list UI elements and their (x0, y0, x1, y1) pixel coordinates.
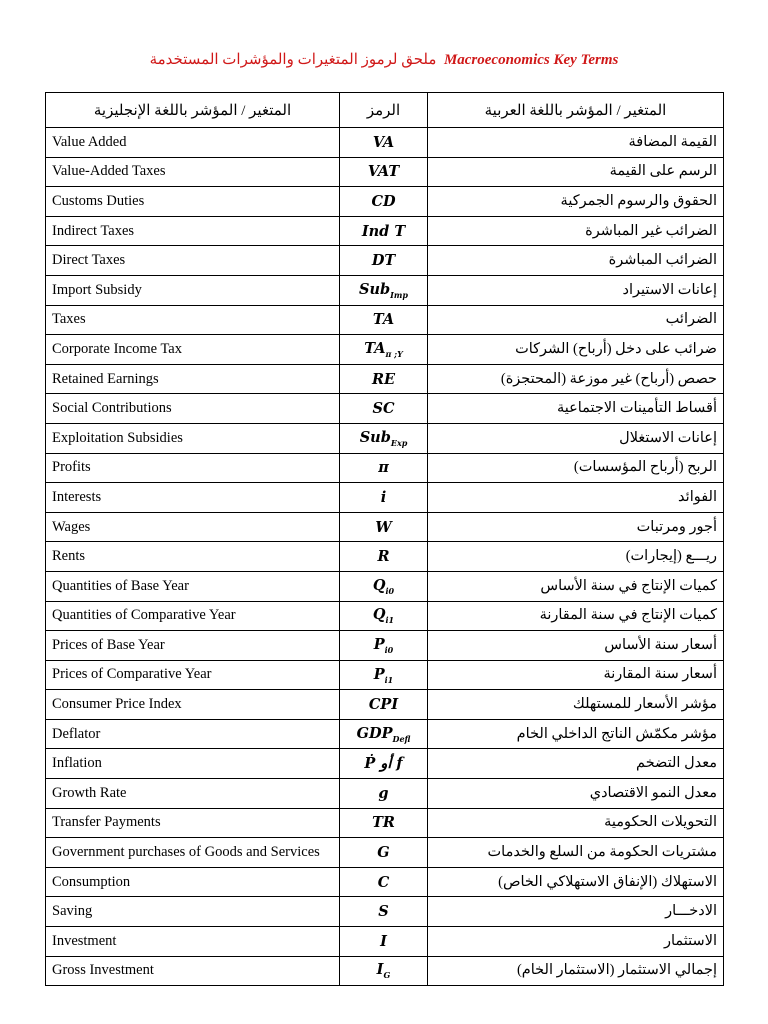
symbol-main: CPI (368, 696, 399, 714)
term-arabic: مشتريات الحكومة من السلع والخدمات (428, 838, 724, 868)
table-row (46, 157, 724, 187)
term-arabic: حصص (أرباح) غير موزعة (المحتجزة) (428, 364, 724, 394)
term-symbol (340, 631, 428, 661)
term-arabic: القيمة المضافة (428, 128, 724, 158)
symbol-main: SC (372, 400, 395, 418)
table-row (46, 897, 724, 927)
term-arabic: الفوائد (428, 483, 724, 513)
term-symbol (340, 867, 428, 897)
symbol-main: Ṗ أو f (364, 755, 403, 773)
symbol-main: Sub (359, 280, 391, 298)
symbol-main: VA (372, 133, 395, 151)
table-row (46, 512, 724, 542)
symbol-main: S (378, 903, 389, 921)
term-english: Interests (46, 483, 340, 513)
term-english: Direct Taxes (46, 246, 340, 276)
symbol-subscript: i1 (384, 674, 394, 685)
symbol-subscript: π ;Y (385, 348, 403, 359)
term-arabic: الربح (أرباح المؤسسات) (428, 453, 724, 483)
term-english: Saving (46, 897, 340, 927)
term-symbol (340, 305, 428, 335)
table-row (46, 305, 724, 335)
table-row (46, 335, 724, 365)
term-english: Inflation (46, 749, 340, 779)
symbol-main: I (376, 961, 384, 979)
term-english: Consumer Price Index (46, 690, 340, 720)
symbol-main: P (373, 665, 385, 683)
term-symbol (340, 927, 428, 957)
table-row (46, 216, 724, 246)
symbol-main: C (377, 873, 390, 891)
symbol-subscript: i1 (385, 615, 395, 626)
term-arabic: الاستثمار (428, 927, 724, 957)
table-row (46, 601, 724, 631)
term-symbol (340, 749, 428, 779)
page-title (0, 50, 768, 69)
term-english: Import Subsidy (46, 275, 340, 305)
symbol-main: RE (371, 370, 396, 388)
term-symbol (340, 364, 428, 394)
term-english: Wages (46, 512, 340, 542)
term-symbol (340, 956, 428, 986)
term-symbol (340, 779, 428, 809)
term-arabic: كميات الإنتاج في سنة المقارنة (428, 601, 724, 631)
symbol-subscript: Exp (390, 437, 408, 448)
term-english: Prices of Comparative Year (46, 660, 340, 690)
term-english: Value Added (46, 128, 340, 158)
symbol-main: R (377, 548, 390, 566)
term-symbol (340, 512, 428, 542)
term-symbol (340, 571, 428, 601)
table-row (46, 808, 724, 838)
term-symbol (340, 660, 428, 690)
term-arabic: الرسم على القيمة (428, 157, 724, 187)
term-english: Value-Added Taxes (46, 157, 340, 187)
term-symbol (340, 542, 428, 572)
term-english: Profits (46, 453, 340, 483)
term-arabic: الاستهلاك (الإنفاق الاستهلاكي الخاص) (428, 867, 724, 897)
table-row (46, 275, 724, 305)
term-arabic: الضرائب غير المباشرة (428, 216, 724, 246)
term-arabic: أقساط التأمينات الاجتماعية (428, 394, 724, 424)
term-symbol (340, 187, 428, 217)
term-arabic: الضرائب المباشرة (428, 246, 724, 276)
term-arabic: الضرائب (428, 305, 724, 335)
term-arabic: إجمالي الاستثمار (الاستثمار الخام) (428, 956, 724, 986)
symbol-main: W (375, 518, 392, 536)
term-arabic: أجور ومرتبات (428, 512, 724, 542)
term-english: Exploitation Subsidies (46, 423, 340, 453)
term-english: Quantities of Comparative Year (46, 601, 340, 631)
table-row (46, 187, 724, 217)
term-english: Quantities of Base Year (46, 571, 340, 601)
term-symbol (340, 335, 428, 365)
symbol-subscript: i0 (385, 585, 395, 596)
term-symbol (340, 275, 428, 305)
symbol-main: Sub (359, 428, 391, 446)
term-english: Deflator (46, 719, 340, 749)
table-row (46, 838, 724, 868)
term-arabic: إعانات الاستيراد (428, 275, 724, 305)
term-symbol (340, 719, 428, 749)
term-arabic: ريـــع (إيجارات) (428, 542, 724, 572)
term-english: Prices of Base Year (46, 631, 340, 661)
term-english: Growth Rate (46, 779, 340, 809)
term-arabic: معدل التضخم (428, 749, 724, 779)
term-arabic: مؤشر الأسعار للمستهلك (428, 690, 724, 720)
term-symbol (340, 394, 428, 424)
term-english: Social Contributions (46, 394, 340, 424)
term-arabic: مؤشر مكمّش الناتج الداخلي الخام (428, 719, 724, 749)
term-arabic: ضرائب على دخل (أرباح) الشركات (428, 335, 724, 365)
table-row (46, 631, 724, 661)
term-english: Investment (46, 927, 340, 957)
symbol-subscript: Defl (392, 733, 411, 744)
term-symbol (340, 690, 428, 720)
symbol-main: P (373, 635, 385, 653)
symbol-main: GDP (356, 724, 393, 742)
symbol-subscript: G (383, 970, 391, 981)
header-english: المتغير / المؤشر باللغة الإنجليزية (46, 93, 340, 128)
symbol-main: VAT (367, 163, 400, 181)
table-row (46, 453, 724, 483)
table-row (46, 394, 724, 424)
table-row (46, 749, 724, 779)
term-arabic: معدل النمو الاقتصادي (428, 779, 724, 809)
table-row (46, 246, 724, 276)
term-symbol (340, 453, 428, 483)
table-row (46, 423, 724, 453)
header-arabic: المتغير / المؤشر باللغة العربية (428, 93, 724, 128)
table-row (46, 867, 724, 897)
title-arabic: ملحق لرموز المتغيرات والمؤشرات المستخدمة (149, 52, 437, 68)
term-symbol (340, 157, 428, 187)
term-arabic: أسعار سنة المقارنة (428, 660, 724, 690)
symbol-main: Q (372, 606, 386, 624)
table-row (46, 483, 724, 513)
symbol-main: TR (372, 814, 395, 832)
table-row (46, 927, 724, 957)
term-symbol (340, 128, 428, 158)
term-english: Transfer Payments (46, 808, 340, 838)
term-english: Retained Earnings (46, 364, 340, 394)
term-english: Taxes (46, 305, 340, 335)
table-row (46, 571, 724, 601)
symbol-main: g (378, 784, 389, 802)
table-row (46, 542, 724, 572)
term-english: Customs Duties (46, 187, 340, 217)
term-symbol (340, 423, 428, 453)
symbol-main: π (378, 459, 389, 477)
term-english: Gross Investment (46, 956, 340, 986)
symbol-main: CD (371, 192, 396, 210)
term-arabic: كميات الإنتاج في سنة الأساس (428, 571, 724, 601)
table-row (46, 779, 724, 809)
symbol-main: TA (364, 340, 386, 357)
term-english: Rents (46, 542, 340, 572)
term-symbol (340, 601, 428, 631)
symbol-main: Ind T (361, 222, 406, 240)
symbol-main: DT (371, 252, 396, 270)
term-symbol (340, 483, 428, 513)
title-english: Macroeconomics Key Terms (443, 52, 619, 68)
table-header-row (46, 93, 724, 128)
term-english: Indirect Taxes (46, 216, 340, 246)
symbol-subscript: i0 (384, 644, 394, 655)
symbol-main: TA (372, 311, 395, 329)
term-symbol (340, 838, 428, 868)
term-arabic: الحقوق والرسوم الجمركية (428, 187, 724, 217)
header-symbol: الرمز (340, 93, 428, 128)
term-symbol (340, 897, 428, 927)
term-arabic: إعانات الاستغلال (428, 423, 724, 453)
table-row (46, 364, 724, 394)
terms-table (45, 92, 724, 986)
table-row (46, 660, 724, 690)
term-symbol (340, 246, 428, 276)
term-english: Corporate Income Tax (46, 335, 340, 365)
term-english: Consumption (46, 867, 340, 897)
table-row (46, 956, 724, 986)
table-row (46, 719, 724, 749)
table-row (46, 690, 724, 720)
symbol-subscript: Imp (390, 289, 408, 300)
term-symbol (340, 808, 428, 838)
table-row (46, 128, 724, 158)
symbol-main: i (380, 488, 387, 506)
term-symbol (340, 216, 428, 246)
symbol-main: I (380, 932, 387, 950)
term-arabic: أسعار سنة الأساس (428, 631, 724, 661)
term-arabic: الادخـــار (428, 897, 724, 927)
symbol-main: Q (372, 576, 386, 594)
term-arabic: التحويلات الحكومية (428, 808, 724, 838)
symbol-main: G (377, 844, 390, 862)
term-english: Government purchases of Goods and Services (46, 838, 340, 868)
